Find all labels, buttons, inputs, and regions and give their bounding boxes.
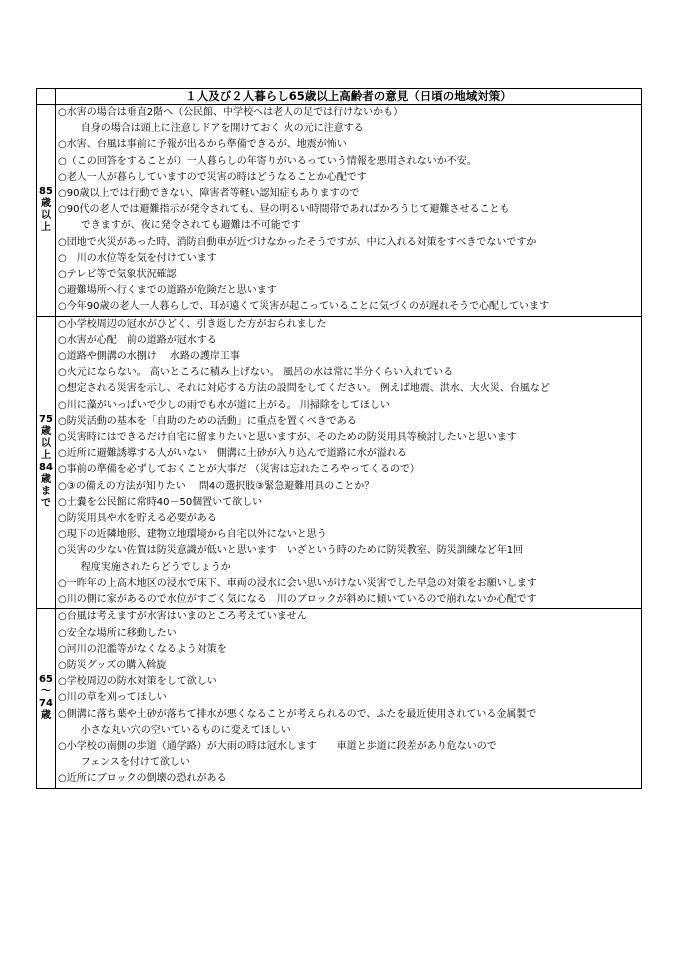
title-row	[37, 89, 642, 105]
age-label-char: 歳	[41, 474, 51, 486]
circle-bullet-icon: ○	[58, 188, 67, 200]
opinion-text	[67, 430, 641, 446]
age-label-char: 上	[41, 222, 51, 234]
circle-bullet-icon: ○	[58, 236, 67, 248]
opinion-text	[67, 235, 641, 251]
opinion-text	[67, 543, 641, 575]
opinion-line: 老人一人が暮らしていますので災害の時はどうなることか心配です	[66, 171, 367, 183]
age-group-row	[37, 316, 642, 609]
opinion-text	[67, 381, 641, 397]
opinion-item	[58, 317, 641, 333]
circle-bullet-icon: ○	[58, 432, 67, 444]
opinion-text	[67, 479, 641, 495]
opinion-text	[67, 251, 641, 267]
age-label-char: ～	[41, 686, 51, 698]
circle-bullet-icon: ○	[58, 464, 67, 476]
table-title: １人及び２人暮らし65歳以上高齢者の意見（日頃の地域対策）	[56, 89, 642, 105]
circle-bullet-icon: ○	[58, 496, 67, 508]
opinion-item	[58, 235, 641, 251]
opinion-text	[67, 349, 641, 365]
age-group-label	[37, 316, 56, 609]
age-label-char: 歳	[41, 426, 51, 438]
opinion-text	[67, 317, 641, 333]
age-group-row	[37, 105, 642, 317]
circle-bullet-icon: ○	[58, 334, 67, 346]
opinion-text	[67, 511, 641, 527]
opinion-item	[58, 707, 641, 739]
opinion-item	[58, 495, 641, 511]
circle-bullet-icon: ○	[58, 740, 67, 752]
circle-bullet-icon: ○	[58, 269, 67, 281]
opinion-line-continued: できますが、夜に発令されても避難は不可能です	[80, 220, 301, 232]
opinion-item	[58, 771, 641, 787]
age-label-char: ま	[41, 486, 51, 498]
opinion-line: 災害の少ない佐賀は防災意識が低いと思います いざという時のために防災教室、防災訓練など年1回	[66, 545, 524, 557]
opinion-item	[58, 137, 641, 153]
opinion-text	[67, 592, 641, 608]
opinion-line: 安全な場所に移動したい	[66, 627, 177, 639]
opinion-item	[58, 658, 641, 674]
opinion-line: 土嚢を公民館に常時40－50個置いて欲しい	[66, 496, 263, 508]
circle-bullet-icon: ○	[58, 252, 67, 264]
opinion-line: 河川の氾濫等がなくなるよう対策を	[66, 643, 227, 655]
opinion-item	[58, 446, 641, 462]
opinion-item	[58, 592, 641, 608]
opinion-line-continued: 小さな丸い穴の空いているものに変えてほしい	[80, 724, 291, 736]
opinion-text	[67, 609, 641, 625]
opinion-item	[58, 626, 641, 642]
opinion-line: （この回答をすることが）一人暮らしの年寄りがいるっていう情報を悪用されないか不安。	[66, 155, 477, 167]
opinion-line: 小学校周辺の冠水がひどく、引き返した方がおられました	[66, 318, 327, 330]
opinion-text	[67, 186, 641, 202]
opinion-sheet	[36, 88, 642, 789]
circle-bullet-icon: ○	[58, 708, 67, 720]
opinion-table	[36, 88, 642, 789]
opinion-line: 道路や側溝の水捌け 水路の護岸工事	[66, 351, 240, 363]
circle-bullet-icon: ○	[58, 627, 67, 639]
opinion-item	[58, 609, 641, 625]
opinion-line: 防災用具や水を貯える必要がある	[66, 513, 217, 525]
opinion-item	[58, 154, 641, 170]
opinion-item	[58, 283, 641, 299]
opinion-text	[67, 527, 641, 543]
opinion-text	[67, 105, 641, 137]
opinion-item	[58, 479, 641, 495]
circle-bullet-icon: ○	[58, 577, 67, 589]
opinion-line: 今年90歳の老人一人暮らしで、耳が遠くて災害が起こっていることに気づくのが遅れそうで心配しています	[66, 301, 550, 313]
opinion-list	[56, 105, 642, 317]
opinion-text	[67, 267, 641, 283]
opinion-line: 川の側に家があるので水位がすごく気になる 川のブロックが斜めに傾いているので崩れないか心配です	[66, 594, 537, 606]
opinion-text	[67, 414, 641, 430]
circle-bullet-icon: ○	[58, 204, 67, 216]
title-corner-cell	[37, 89, 56, 105]
opinion-item	[58, 511, 641, 527]
circle-bullet-icon: ○	[58, 659, 67, 671]
opinion-item	[58, 576, 641, 592]
opinion-line: 川の草を刈ってほしい	[66, 692, 167, 704]
opinion-line-continued: 程度実施されたらどうでしょうか	[80, 561, 231, 573]
circle-bullet-icon: ○	[58, 773, 67, 785]
opinion-line: 水害が心配 前の道路が冠水する	[66, 334, 217, 346]
opinion-text	[67, 771, 641, 787]
circle-bullet-icon: ○	[58, 171, 67, 183]
opinion-line: 台風は考えますが水害はいまのところ考えていません	[66, 611, 307, 623]
opinion-line: 90代の老人では避難指示が発令されても、昼の明るい時間帯であればかろうじて避難させることも	[66, 204, 510, 216]
circle-bullet-icon: ○	[58, 676, 67, 688]
opinion-list	[56, 316, 642, 609]
opinion-line: 避難場所へ行くまでの道路が危険だと思います	[66, 285, 277, 297]
circle-bullet-icon: ○	[58, 399, 67, 411]
opinion-line: 団地で火災があった時、消防自動車が近づけなかったそうですが、中に入れる対策をすべきでないですか	[66, 236, 537, 248]
opinion-text	[67, 674, 641, 690]
opinion-line-continued: 自身の場合は頭上に注意しドアを開けておく 火の元に注意する	[80, 123, 364, 135]
opinion-line-continued: フェンスを付けて欲しい	[80, 757, 190, 769]
opinion-item	[58, 202, 641, 234]
age-label-char: 65	[39, 674, 53, 686]
circle-bullet-icon: ○	[58, 480, 67, 492]
circle-bullet-icon: ○	[58, 383, 67, 395]
opinion-line: 近所にブロックの倒壊の恐れがある	[66, 773, 227, 785]
circle-bullet-icon: ○	[58, 155, 67, 167]
circle-bullet-icon: ○	[58, 529, 67, 541]
opinion-item	[58, 430, 641, 446]
opinion-text	[67, 299, 641, 315]
circle-bullet-icon: ○	[58, 367, 67, 379]
opinion-text	[67, 170, 641, 186]
opinion-text	[67, 333, 641, 349]
opinion-line: 川に藻がいっぱいで少しの雨でも水が道に上がる。 川掃除をしてほしい	[66, 399, 390, 411]
opinion-text	[67, 739, 641, 771]
age-label-char: 以	[41, 438, 51, 450]
opinion-line: 現下の近隣地形、建物立地環境から自宅以外にないと思う	[66, 529, 327, 541]
opinion-line: 水害の場合は垂直2階へ（公民館、中学校へは老人の足では行けないかも）	[66, 107, 404, 118]
opinion-item	[58, 170, 641, 186]
circle-bullet-icon: ○	[58, 351, 67, 363]
circle-bullet-icon: ○	[58, 448, 67, 460]
opinion-item	[58, 333, 641, 349]
opinion-item	[58, 674, 641, 690]
opinion-text	[67, 642, 641, 658]
opinion-text	[67, 658, 641, 674]
opinion-item	[58, 299, 641, 315]
age-label-char: 歳	[41, 198, 51, 210]
opinion-line: 小学校の南側の歩道（通学路）が大雨の時は冠水します 車道と歩道に段差があり危ないので	[66, 740, 497, 752]
age-label-char: で	[41, 498, 51, 510]
opinion-text	[67, 137, 641, 153]
opinion-item	[58, 186, 641, 202]
opinion-text	[67, 446, 641, 462]
opinion-item	[58, 739, 641, 771]
opinion-line: 側溝に落ち葉や土砂が落ちて排水が悪くなることが考えられるので、ふたを最近使用されている金属製で	[66, 708, 537, 720]
circle-bullet-icon: ○	[58, 318, 67, 330]
age-label-char: 84	[39, 462, 53, 474]
opinion-item	[58, 462, 641, 478]
circle-bullet-icon: ○	[58, 594, 67, 606]
opinion-item	[58, 381, 641, 397]
circle-bullet-icon: ○	[58, 513, 67, 525]
opinion-line: 一昨年の上高木地区の浸水で床下、車両の浸水に会い思いがけない災害でした早急の対策をお願いします	[66, 577, 537, 589]
opinion-text	[67, 576, 641, 592]
opinion-line: 水害、台風は事前に予報が出るから準備できるが、地震が怖い	[66, 139, 347, 151]
age-label-char: 74	[39, 698, 53, 710]
age-label-char: 85	[39, 186, 53, 198]
opinion-text	[67, 626, 641, 642]
opinion-text	[67, 495, 641, 511]
opinion-text	[67, 154, 641, 170]
circle-bullet-icon: ○	[58, 692, 67, 704]
age-group-label	[37, 609, 56, 788]
age-group-label	[37, 105, 56, 317]
opinion-item	[58, 105, 641, 137]
age-label-char: 以	[41, 210, 51, 222]
opinion-text	[67, 707, 641, 739]
opinion-text	[67, 462, 641, 478]
opinion-item	[58, 414, 641, 430]
opinion-item	[58, 365, 641, 381]
opinion-item	[58, 251, 641, 267]
opinion-line: 近所に避難誘導する人がいない 側溝に土砂が入り込んで道路に水が溢れる	[66, 448, 407, 460]
opinion-text	[67, 690, 641, 706]
opinion-text	[67, 283, 641, 299]
opinion-text	[67, 365, 641, 381]
age-group-row	[37, 609, 642, 788]
circle-bullet-icon: ○	[58, 611, 67, 623]
table-body	[37, 89, 642, 789]
opinion-line: 災害時にはできるだけ自宅に留まりたいと思いますが、そのための防災用具等検討したいと思います	[66, 432, 517, 444]
opinion-line: 学校周辺の防水対策をして欲しい	[66, 676, 217, 688]
opinion-item	[58, 398, 641, 414]
age-label-char: 75	[39, 414, 53, 426]
opinion-item	[58, 527, 641, 543]
opinion-line: 事前の準備を必ずしておくことが大事だ （災害は忘れたころやってくるので）	[66, 464, 420, 476]
age-label-char: 歳	[41, 710, 51, 722]
circle-bullet-icon: ○	[58, 545, 67, 557]
opinion-item	[58, 543, 641, 575]
opinion-line: 想定される災害を示し、それに対応する方法の設問をしてください。 例えば地震、洪水、大火災、台風など	[66, 383, 550, 395]
opinion-line: 防災グッズの購入斡旋	[66, 659, 167, 671]
opinion-list	[56, 609, 642, 788]
age-label-char: 上	[41, 450, 51, 462]
circle-bullet-icon: ○	[58, 415, 67, 427]
circle-bullet-icon: ○	[58, 301, 67, 313]
opinion-line: 90歳以上では行動できない、障害者等軽い認知症もありますので	[66, 188, 360, 200]
opinion-line: 川の水位等を気を付けています	[66, 252, 217, 264]
opinion-text	[67, 398, 641, 414]
opinion-item	[58, 690, 641, 706]
opinion-line: テレビ等で気象状況確認	[66, 269, 177, 281]
opinion-line: 防災活動の基本を「自助のための活動」に重点を置くべきである	[66, 415, 357, 427]
opinion-item	[58, 349, 641, 365]
circle-bullet-icon: ○	[58, 107, 67, 118]
opinion-text	[67, 202, 641, 234]
opinion-line: 火元にならない。 高いところに積み上げない。 風呂の水は常に半分くらい入れている	[66, 367, 454, 379]
circle-bullet-icon: ○	[58, 643, 67, 655]
opinion-item	[58, 267, 641, 283]
circle-bullet-icon: ○	[58, 285, 67, 297]
circle-bullet-icon: ○	[58, 139, 67, 151]
opinion-item	[58, 642, 641, 658]
opinion-line: ③の備えの方法が知りたい 問4の選択肢③緊急避難用具のことか？	[66, 480, 375, 492]
